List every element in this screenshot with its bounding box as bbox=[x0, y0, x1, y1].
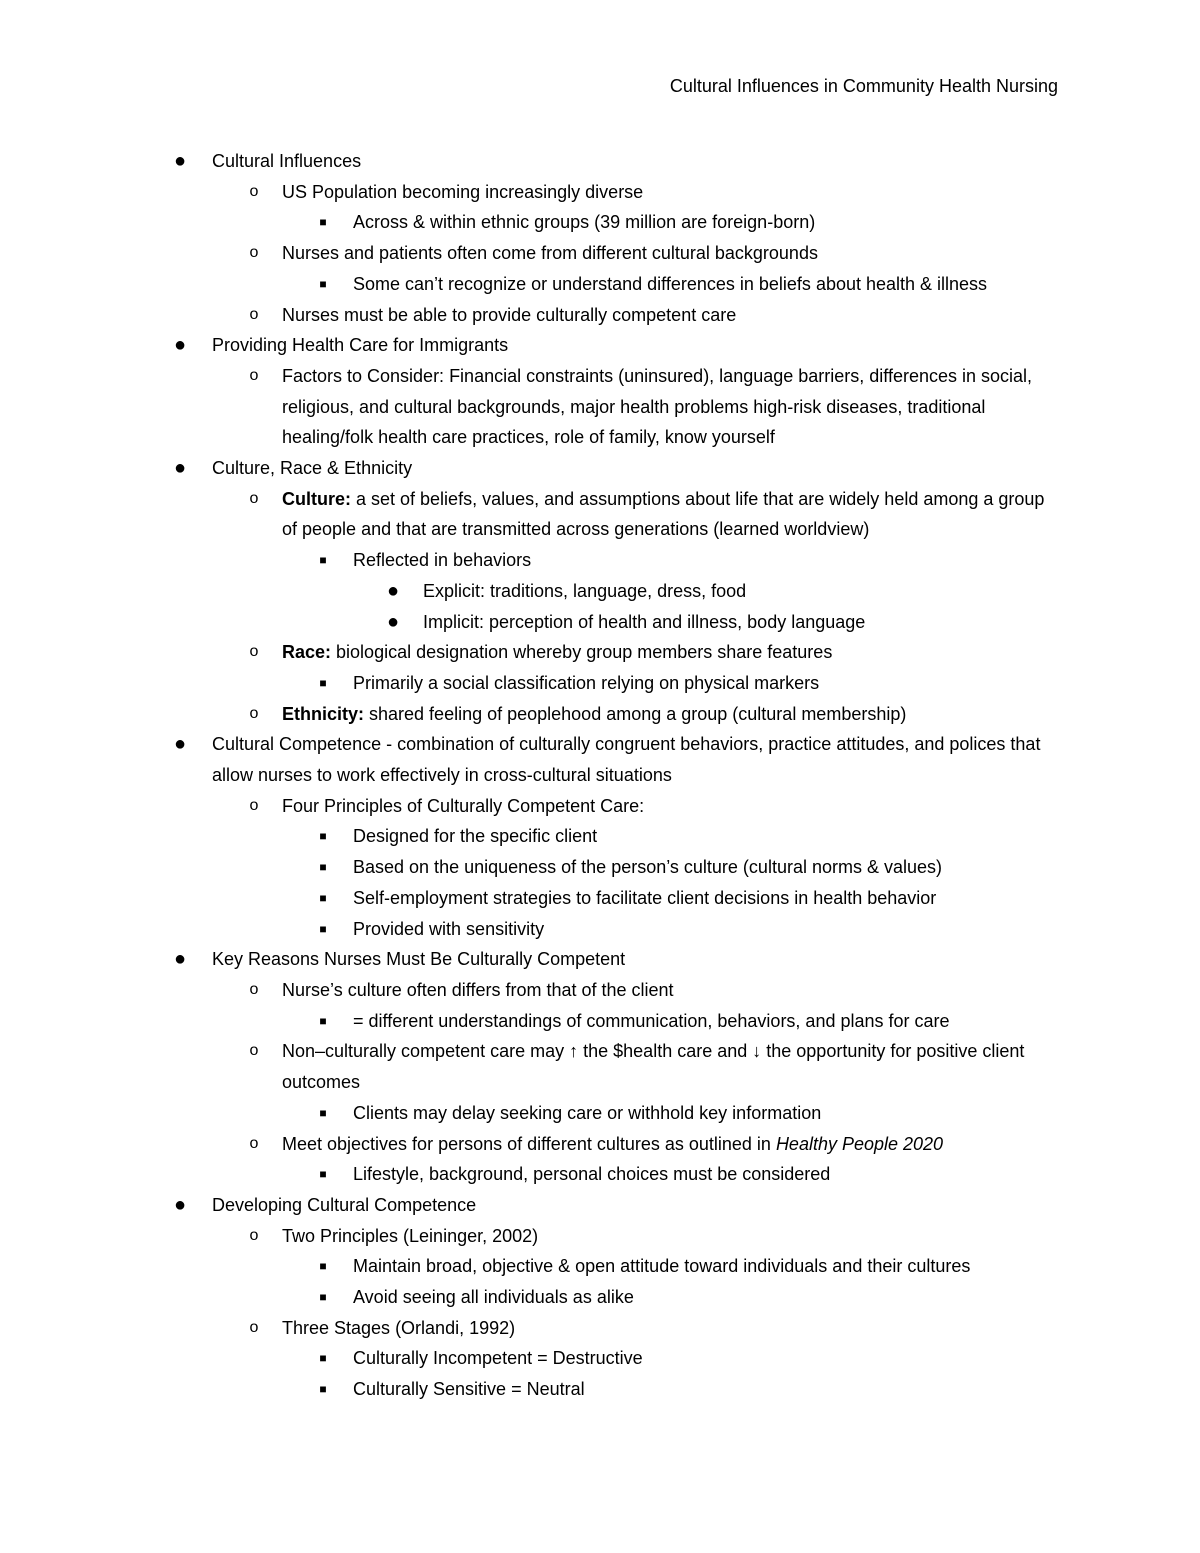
bullet-marker-icon: ● bbox=[386, 610, 400, 633]
bullet-marker-icon: ■ bbox=[319, 1259, 327, 1274]
outline-text: Primarily a social classification relying on physical markers bbox=[353, 672, 820, 693]
bullet-marker-icon: o bbox=[249, 1042, 259, 1060]
outline-item-level-3 bbox=[0, 1098, 1058, 1129]
outline-item-level-2 bbox=[0, 637, 1058, 668]
outline-item-level-2 bbox=[0, 1221, 1058, 1252]
bullet-marker-icon: ■ bbox=[319, 215, 327, 230]
outline-item-level-2 bbox=[0, 1313, 1058, 1344]
bullet-marker-icon: ■ bbox=[319, 1105, 327, 1120]
bullet-marker-icon: o bbox=[249, 1226, 259, 1244]
bullet-marker-icon: ■ bbox=[319, 1167, 327, 1182]
outline-item-level-3 bbox=[0, 852, 1058, 883]
outline-text: Lifestyle, background, personal choices must be considered bbox=[353, 1164, 831, 1185]
outline-item-level-3 bbox=[0, 1006, 1058, 1037]
bullet-marker-icon: ● bbox=[173, 1193, 187, 1216]
outline-item-level-1 bbox=[0, 1190, 1058, 1221]
outline-term: Ethnicity: bbox=[282, 703, 365, 724]
bullet-marker-icon: ■ bbox=[319, 860, 327, 875]
bullet-marker-icon: ■ bbox=[319, 1290, 327, 1305]
outline-text: Developing Cultural Competence bbox=[212, 1194, 477, 1215]
bullet-marker-icon: ■ bbox=[319, 1351, 327, 1366]
bullet-marker-icon: ■ bbox=[319, 1013, 327, 1028]
outline-item-level-2 bbox=[0, 484, 1058, 545]
outline-text: Three Stages (Orlandi, 1992) bbox=[282, 1317, 516, 1338]
bullet-marker-icon: ■ bbox=[319, 276, 327, 291]
page-header-title: Cultural Influences in Community Health Nursing bbox=[669, 76, 1058, 96]
outline-item-level-2 bbox=[0, 238, 1058, 269]
bullet-marker-icon: ■ bbox=[319, 890, 327, 905]
bullet-marker-icon: o bbox=[249, 182, 259, 200]
outline-text: Implicit: perception of health and illness, body language bbox=[423, 611, 866, 632]
outline-text: biological designation whereby group members share features bbox=[331, 642, 833, 663]
outline-term: Culture: bbox=[282, 488, 351, 509]
outline-term: Race: bbox=[282, 642, 332, 663]
outline-text: Cultural Influences bbox=[212, 151, 362, 171]
outline-text: Key Reasons Nurses Must Be Culturally Competent bbox=[212, 949, 626, 970]
bullet-marker-icon: ● bbox=[386, 579, 400, 602]
outline-item-level-2 bbox=[0, 975, 1058, 1006]
outline-item-level-3 bbox=[0, 545, 1058, 576]
bullet-marker-icon: ■ bbox=[319, 675, 327, 690]
outline-text: Maintain broad, objective & open attitude toward individuals and their cultures bbox=[353, 1256, 971, 1277]
outline-item-level-3 bbox=[0, 1282, 1058, 1313]
outline-text: Culturally Sensitive = Neutral bbox=[353, 1379, 585, 1400]
outline-text: Two Principles (Leininger, 2002) bbox=[282, 1225, 539, 1246]
bullet-marker-icon: ● bbox=[173, 150, 187, 172]
bullet-marker-icon: o bbox=[249, 980, 259, 998]
outline-item-level-3 bbox=[0, 207, 1058, 238]
outline-text: Some can’t recognize or understand differences in beliefs about health & illness bbox=[353, 273, 988, 294]
bullet-marker-icon: o bbox=[249, 366, 259, 384]
outline-item-level-3 bbox=[0, 821, 1058, 852]
outline-text: Based on the uniqueness of the person’s culture (cultural norms & values) bbox=[353, 857, 942, 878]
outline-item-level-2 bbox=[0, 791, 1058, 822]
outline-italic-text: Healthy People 2020 bbox=[775, 1133, 944, 1154]
outline-list bbox=[0, 146, 1200, 1405]
outline-text: a set of beliefs, values, and assumptions about life that are widely held among a group of people and that are transmitted across generations (learned worldview) bbox=[282, 488, 1045, 540]
outline-item-level-4 bbox=[0, 607, 1058, 638]
bullet-marker-icon: o bbox=[249, 704, 259, 722]
outline-item-level-3 bbox=[0, 1343, 1058, 1374]
outline-item-level-1 bbox=[0, 729, 1058, 790]
bullet-marker-icon: o bbox=[249, 244, 259, 262]
bullet-marker-icon: ■ bbox=[319, 1382, 327, 1397]
outline-item-level-2 bbox=[0, 1036, 1058, 1097]
outline-item-level-3 bbox=[0, 668, 1058, 699]
outline-text: Providing Health Care for Immigrants bbox=[212, 335, 509, 356]
outline-item-level-3 bbox=[0, 1374, 1058, 1405]
outline-item-level-1 bbox=[0, 944, 1058, 975]
outline-item-level-3 bbox=[0, 269, 1058, 300]
outline-item-level-3 bbox=[0, 914, 1058, 945]
outline-item-level-2 bbox=[0, 177, 1058, 208]
bullet-marker-icon: ● bbox=[173, 733, 187, 756]
bullet-marker-icon: ■ bbox=[319, 553, 327, 568]
outline-item-level-2 bbox=[0, 699, 1058, 730]
bullet-marker-icon: ■ bbox=[319, 829, 327, 844]
outline-text: Culturally Incompetent = Destructive bbox=[353, 1348, 643, 1369]
bullet-marker-icon: ● bbox=[173, 457, 187, 480]
outline-item-level-2 bbox=[0, 361, 1058, 453]
outline-item-level-3 bbox=[0, 1159, 1058, 1190]
bullet-marker-icon: o bbox=[249, 305, 259, 323]
outline-text: US Population becoming increasingly diverse bbox=[282, 181, 644, 202]
outline-item-level-3 bbox=[0, 1251, 1058, 1282]
outline-text: Nurses must be able to provide culturally competent care bbox=[282, 304, 737, 325]
outline-text: Nurse’s culture often differs from that of the client bbox=[282, 979, 674, 1000]
outline-text: Across & within ethnic groups (39 million are foreign-born) bbox=[353, 212, 816, 233]
outline-item-level-2 bbox=[0, 300, 1058, 331]
outline-text: Factors to Consider: Financial constraints (uninsured), language barriers, differences in social, religious, and cultural backgrounds, major health problems high-risk diseases, traditional healing/folk health care practices, role of family, know yourself bbox=[282, 365, 1033, 448]
outline-item-level-4 bbox=[0, 576, 1058, 607]
outline-item-level-1 bbox=[0, 146, 1058, 177]
outline-item-level-1 bbox=[0, 453, 1058, 484]
outline-item-level-2 bbox=[0, 1129, 1058, 1160]
outline-text: Clients may delay seeking care or withhold key information bbox=[353, 1102, 822, 1123]
outline-text: Culture, Race & Ethnicity bbox=[212, 458, 413, 479]
bullet-marker-icon: ● bbox=[173, 334, 187, 357]
outline-text: Reflected in behaviors bbox=[353, 550, 532, 571]
outline-item-level-1 bbox=[0, 330, 1058, 361]
outline-text: Cultural Competence - combination of culturally congruent behaviors, practice attitudes, and polices that allow nurses to work effectively in cross-cultural situations bbox=[212, 734, 1041, 786]
bullet-marker-icon: o bbox=[249, 489, 259, 507]
bullet-marker-icon: ■ bbox=[319, 921, 327, 936]
outline-item-level-3 bbox=[0, 883, 1058, 914]
outline-text: Four Principles of Culturally Competent Care: bbox=[282, 795, 645, 816]
outline-text: Non–culturally competent care may ↑ the $health care and ↓ the opportunity for positive client outcomes bbox=[282, 1041, 1025, 1093]
outline-text: = different understandings of communication, behaviors, and plans for care bbox=[353, 1010, 950, 1031]
bullet-marker-icon: o bbox=[249, 1318, 259, 1336]
outline-text: Meet objectives for persons of different cultures as outlined in bbox=[282, 1133, 776, 1154]
bullet-marker-icon: o bbox=[249, 1134, 259, 1152]
outline-text: Nurses and patients often come from different cultural backgrounds bbox=[282, 243, 818, 264]
outline-text: shared feeling of peoplehood among a group (cultural membership) bbox=[364, 703, 907, 724]
outline-text: Explicit: traditions, language, dress, food bbox=[423, 580, 747, 601]
bullet-marker-icon: ● bbox=[173, 948, 187, 971]
outline-text: Provided with sensitivity bbox=[353, 918, 545, 939]
outline-text: Designed for the specific client bbox=[353, 826, 598, 847]
outline-text: Self-employment strategies to facilitate client decisions in health behavior bbox=[353, 887, 937, 908]
bullet-marker-icon: o bbox=[249, 643, 259, 661]
outline-text: Avoid seeing all individuals as alike bbox=[353, 1287, 634, 1308]
bullet-marker-icon: o bbox=[249, 796, 259, 814]
